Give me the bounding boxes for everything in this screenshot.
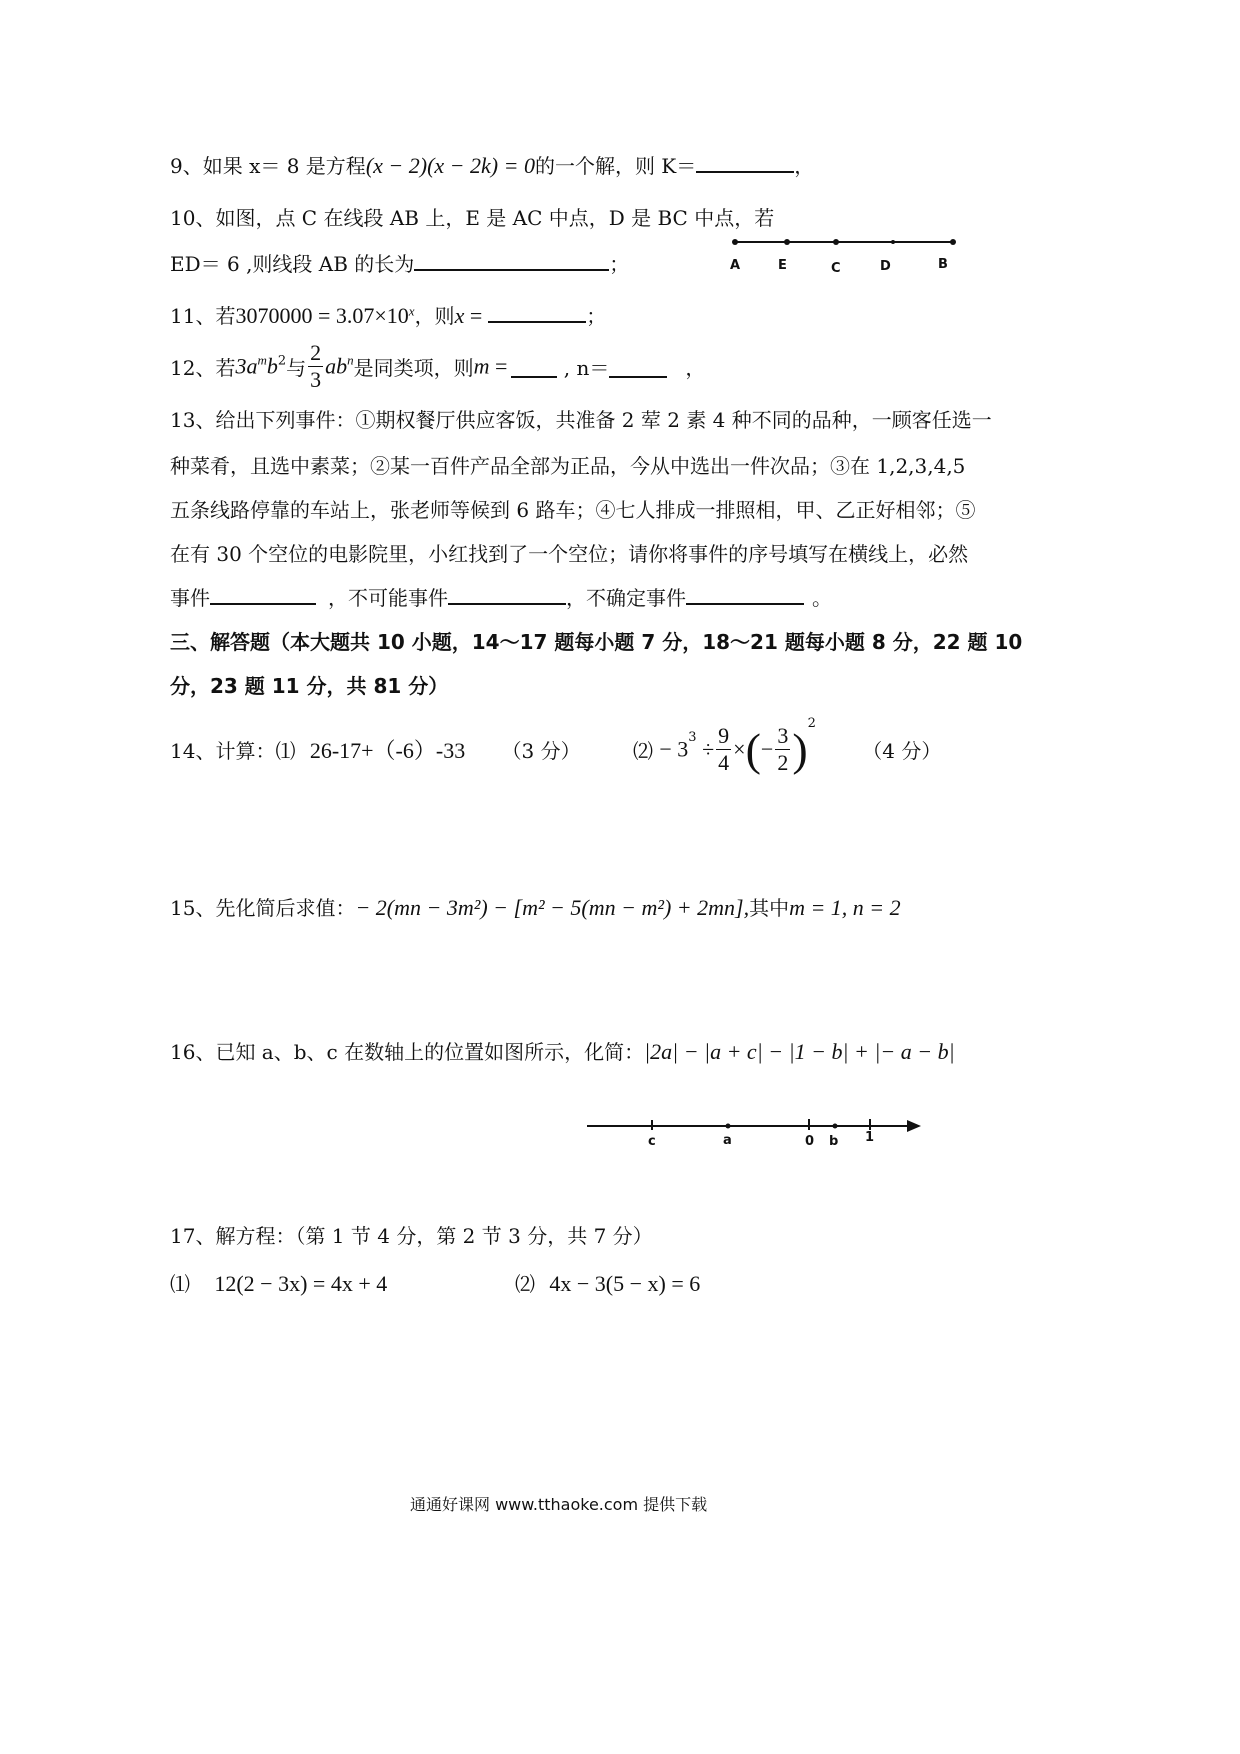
- question-15: [170, 892, 901, 921]
- q12-frac-den: 3: [310, 367, 322, 392]
- q12-fraction: [308, 340, 323, 393]
- q17-part1: ⑴: [170, 1272, 190, 1296]
- q13-end: 。: [812, 586, 832, 610]
- q16-prefix: 16、已知 a、b、c 在数轴上的位置如图所示，化简：: [170, 1040, 645, 1064]
- q17-part2: ⑵: [515, 1272, 535, 1296]
- q9-answer-blank[interactable]: [696, 151, 794, 173]
- numline-label-c: c: [648, 1134, 656, 1149]
- q14-minus: −: [760, 736, 774, 762]
- q14-prefix: 14、计算：⑴: [170, 739, 296, 763]
- question-13-line4: 在有 30 个空位的电影院里，小红找到了一个空位；请你将事件的序号填写在横线上，必然: [170, 542, 969, 566]
- q11-mid: ，则: [414, 304, 455, 328]
- question-13-line5: [170, 582, 832, 611]
- q15-condition: m = 1, n = 2: [789, 895, 901, 920]
- q14-lparen: (: [745, 724, 761, 775]
- q12-m-blank[interactable]: [511, 356, 557, 378]
- q11-exponent: x: [408, 303, 415, 319]
- q12-term2: ab: [325, 353, 348, 379]
- q12-sup-n: n: [347, 352, 354, 368]
- q14-exp3: 3: [688, 730, 697, 745]
- number-line: [585, 1114, 930, 1144]
- segment-diagram: [725, 232, 965, 282]
- q15-cond-label: 其中: [749, 896, 790, 920]
- q14-f2-num: 3: [777, 723, 789, 748]
- q14-expr1: 26-17+（-6）-33: [309, 738, 466, 763]
- q11-eq: = 3.07×10: [312, 303, 409, 328]
- page-footer: 通通好课网 www.tthaoke.com 提供下载: [410, 1495, 708, 1514]
- question-10-line1: 10、如图，点 C 在线段 AB 上，E 是 AC 中点，D 是 BC 中点，若: [170, 206, 775, 230]
- q10-line2-text: ED＝ 6 ,则线段 AB 的长为: [170, 252, 415, 276]
- question-17-title: 17、解方程：（第 1 节 4 分，第 2 节 3 分，共 7 分）: [170, 1224, 653, 1248]
- arrow-right-icon: [907, 1120, 921, 1132]
- point-b: [950, 239, 956, 245]
- q12-sup-m: m: [257, 352, 267, 368]
- point-d: [891, 240, 895, 244]
- q12-term1b: b: [266, 353, 278, 379]
- q17-equation2: 4x − 3(5 − x) = 6: [549, 1271, 701, 1296]
- q12-term1: 3a: [235, 353, 258, 379]
- numline-label-a: a: [723, 1133, 732, 1148]
- question-17-eq2: [515, 1268, 700, 1297]
- q14-score2: （4 分）: [862, 739, 942, 763]
- point-c: [833, 239, 839, 245]
- label-c: C: [831, 261, 841, 276]
- q12-yu: 与: [286, 356, 307, 380]
- label-b: B: [938, 257, 948, 272]
- q12-prefix: 12、若: [170, 356, 236, 380]
- q14-times: ×: [733, 736, 746, 762]
- q11-lhs: 3070000: [235, 303, 313, 328]
- q11-var: x: [454, 303, 465, 328]
- question-16: [170, 1036, 955, 1065]
- q12-n-label: , n＝: [557, 356, 610, 380]
- q12-mid: 是同类项，则: [353, 356, 474, 380]
- q15-expression: − 2(mn − 3m²) − [m² − 5(mn − m²) + 2mn],: [355, 895, 750, 920]
- q13-certain-blank[interactable]: [210, 583, 316, 605]
- label-d: D: [880, 259, 891, 274]
- q14-rparen: ): [792, 724, 808, 775]
- q11-end: ；: [586, 304, 607, 328]
- question-11: [170, 300, 606, 329]
- q14-div: ÷: [696, 736, 715, 762]
- q9-equation: (x − 2)(x − 2k) = 0: [365, 153, 535, 178]
- question-13-line3: 五条线路停靠的车站上，张老师等候到 6 路车；④七人排成一排照相，甲、乙正好相邻；⑤: [170, 498, 976, 522]
- q12-frac-num: 2: [310, 340, 322, 365]
- q13-uncertain-label: ，不确定事件: [566, 586, 686, 610]
- tick-a: [726, 1124, 731, 1129]
- q14-frac-3-2: [775, 723, 790, 776]
- numline-label-1: 1: [865, 1130, 875, 1145]
- point-a: [732, 239, 738, 245]
- q14-neg-three: − 3: [659, 736, 689, 762]
- label-a: A: [730, 258, 741, 273]
- question-12: [170, 340, 705, 393]
- q14-exp2: 2: [807, 716, 816, 731]
- q9-prefix: 9、如果 x＝ 8 是方程: [170, 154, 366, 178]
- numline-label-0: 0: [805, 1134, 815, 1149]
- q10-end: ；: [609, 252, 630, 276]
- q12-end: ，: [685, 356, 706, 380]
- q9-suffix: 的一个解，则 K＝: [534, 154, 697, 178]
- numline-label-b: b: [829, 1134, 839, 1149]
- question-13-line1: 13、给出下列事件：①期权餐厅供应客饭，共准备 2 荤 2 素 4 种不同的品种，一顾客任选一: [170, 408, 992, 432]
- question-14: [170, 716, 941, 786]
- q16-expression: |2a| − |a + c| − |1 − b| + |− a − b|: [644, 1039, 955, 1064]
- q13-certain-label: 事件: [170, 586, 210, 610]
- q14-f1-num: 9: [718, 723, 730, 748]
- q12-m-var: m: [473, 353, 490, 379]
- q11-answer-blank[interactable]: [488, 301, 586, 323]
- section-3-heading-cont: 分，23 题 11 分，共 81 分）: [170, 674, 449, 698]
- q14-f1-den: 4: [718, 750, 730, 775]
- q14-f2-den: 2: [777, 750, 789, 775]
- q14-score1: （3 分）: [501, 739, 581, 763]
- q11-eq2: =: [464, 303, 483, 328]
- q12-n-blank[interactable]: [609, 356, 667, 378]
- q12-sup-2: 2: [277, 353, 287, 369]
- q10-answer-blank[interactable]: [414, 249, 609, 271]
- q9-end: ，: [794, 154, 815, 178]
- q15-prefix: 15、先化简后求值：: [170, 896, 356, 920]
- question-17-eqs: [170, 1268, 387, 1297]
- q14-part2: ⑵: [633, 739, 654, 763]
- tick-b: [833, 1124, 838, 1129]
- q14-frac-9-4: [716, 723, 731, 776]
- point-e: [784, 239, 790, 245]
- q11-prefix: 11、若: [170, 304, 236, 328]
- q17-equation1: 12(2 − 3x) = 4x + 4: [214, 1271, 388, 1296]
- question-9: [170, 150, 814, 179]
- section-3-heading: 三、解答题（本大题共 10 小题，14～17 题每小题 7 分，18～21 题每小题 8 分，22 题 10: [170, 630, 1023, 654]
- question-10-line2: [170, 248, 629, 277]
- q13-impossible-label: ，不可能事件: [328, 586, 448, 610]
- q13-impossible-blank[interactable]: [448, 583, 566, 605]
- label-e: E: [778, 258, 787, 273]
- q13-uncertain-blank[interactable]: [686, 583, 804, 605]
- q12-eq: =: [489, 353, 508, 379]
- question-13-line2: 种菜肴，且选中素菜；②某一百件产品全部为正品，今从中选出一件次品；③在 1,2,3,4,5: [170, 454, 966, 478]
